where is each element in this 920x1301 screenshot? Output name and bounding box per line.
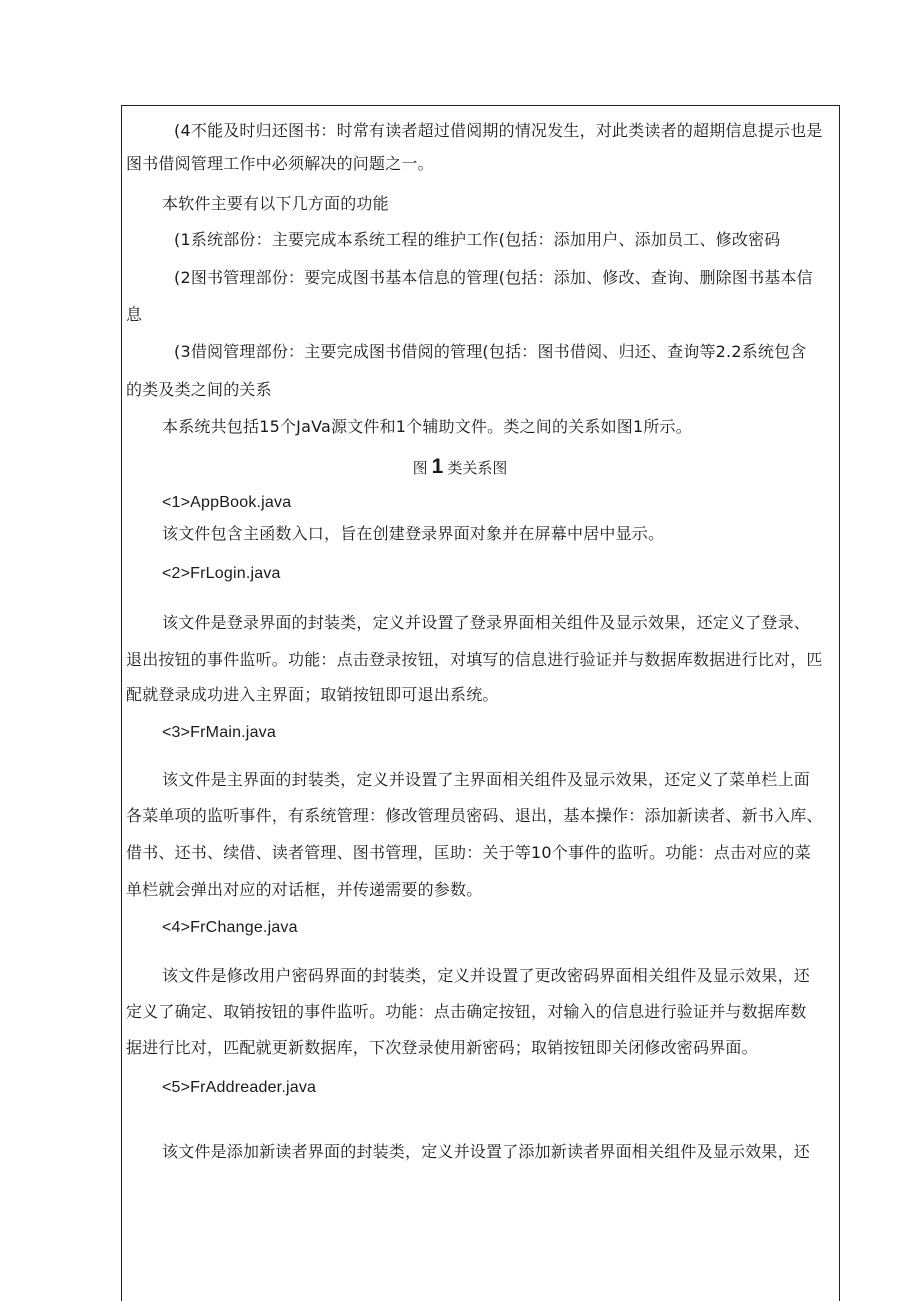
paragraph-line: (2图书管理部份：要完成图书基本信息的管理(包括：添加、修改、查询、删除图书基本信	[174, 268, 813, 287]
paragraph-line: 的类及类之间的关系	[126, 380, 272, 399]
file-description-line: 该文件是主界面的封装类，定义并设置了主界面相关组件及显示效果，还定义了菜单栏上面	[162, 770, 811, 789]
file-description-line: 该文件包含主函数入口，旨在创建登录界面对象并在屏幕中居中显示。	[162, 524, 665, 543]
file-description-line: 定义了确定、取销按钮的事件监听。功能：点击确定按钮，对输入的信息进行验证并与数据库数	[126, 1002, 807, 1021]
figure-caption-prefix: 图	[412, 459, 428, 477]
figure-caption	[0, 457, 920, 478]
file-description-line: 该文件是登录界面的封装类，定义并设置了登录界面相关组件及显示效果，还定义了登录、	[162, 613, 811, 632]
paragraph-line: 本软件主要有以下几方面的功能	[162, 194, 389, 213]
figure-caption-number: 1	[431, 455, 444, 478]
file-heading: <1>AppBook.java	[162, 494, 292, 511]
paragraph-line: 本系统共包括15个JaVa源文件和1个辅助文件。类之间的关系如图1所示。	[162, 417, 692, 436]
file-description-line: 配就登录成功进入主界面；取销按钮即可退出系统。	[126, 685, 499, 704]
file-heading: <3>FrMain.java	[162, 724, 276, 741]
file-description-line: 借书、还书、续借、读者管理、图书管理，匡助：关于等10个事件的监听。功能：点击对应的菜	[126, 843, 811, 862]
paragraph-line: (3借阅管理部份：主要完成图书借阅的管理(包括：图书借阅、归还、查询等2.2系统包含	[174, 342, 807, 361]
file-description-line: 单栏就会弹出对应的对话框，并传递需要的参数。	[126, 880, 483, 899]
file-description-line: 该文件是添加新读者界面的封装类，定义并设置了添加新读者界面相关组件及显示效果，还	[162, 1142, 811, 1161]
paragraph-line: 息	[126, 305, 143, 324]
file-heading: <5>FrAddreader.java	[162, 1079, 317, 1096]
paragraph-line: (4不能及时归还图书：时常有读者超过借阅期的情况发生，对此类读者的超期信息提示也是	[174, 121, 823, 140]
file-description-line: 该文件是修改用户密码界面的封装类，定义并设置了更改密码界面相关组件及显示效果，还	[162, 966, 811, 985]
file-description-line: 退出按钮的事件监听。功能：点击登录按钮，对填写的信息进行验证并与数据库数据进行比对，匹	[126, 650, 823, 669]
paragraph-line: (1系统部份：主要完成本系统工程的维护工作(包括：添加用户、添加员工、修改密码	[174, 230, 781, 249]
file-description-line: 各菜单项的监听事件，有系统管理：修改管理员密码、退出，基本操作：添加新读者、新书入库、	[126, 806, 823, 825]
file-heading: <4>FrChange.java	[162, 919, 298, 936]
figure-caption-title: 类关系图	[447, 459, 508, 477]
file-heading: <2>FrLogin.java	[162, 565, 281, 582]
file-description-line: 据进行比对，匹配就更新数据库，下次登录使用新密码；取销按钮即关闭修改密码界面。	[126, 1038, 758, 1057]
paragraph-line: 图书借阅管理工作中必须解决的问题之一。	[126, 154, 434, 173]
